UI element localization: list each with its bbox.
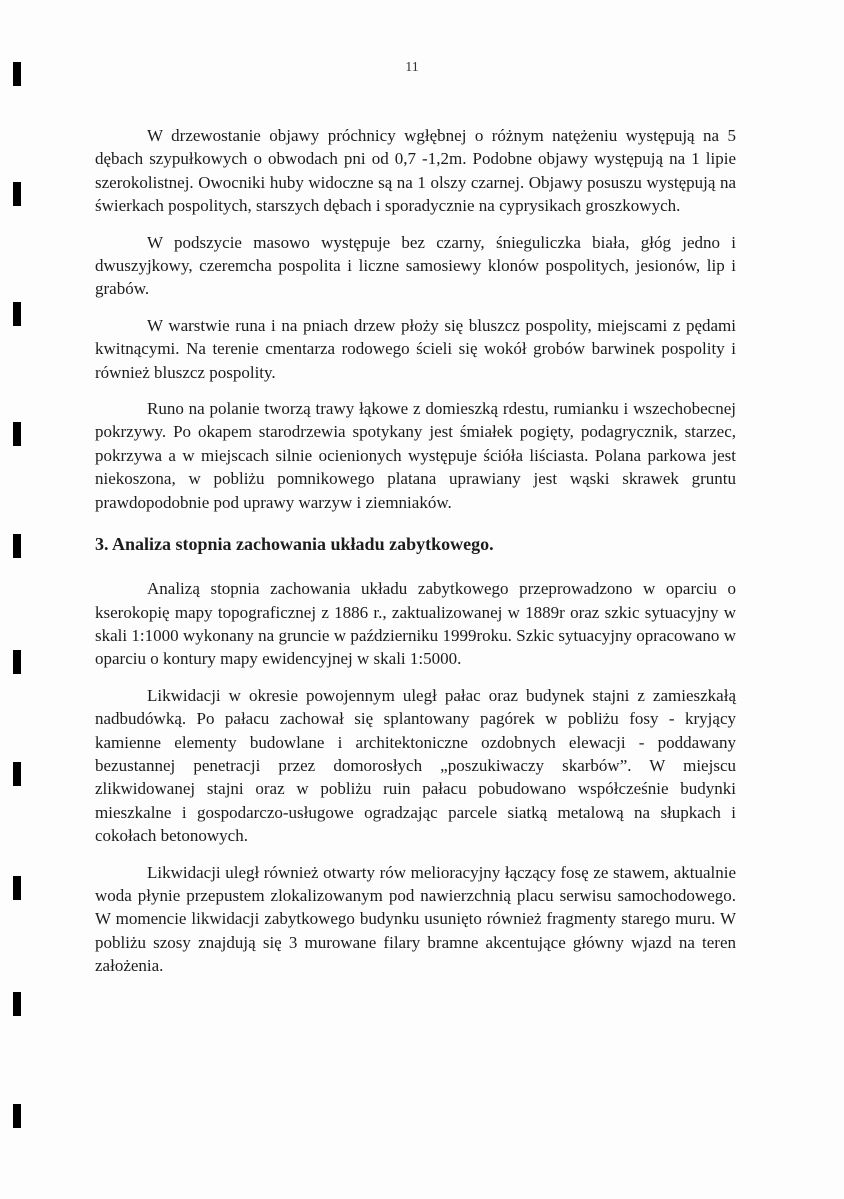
- paragraph: W podszycie masowo występuje bez czarny, śnieguliczka biała, głóg jedno i dwuszyjkowy, czeremcha pospolita i liczne samosiewy klonów pospolitych, jesionów, lip i grabów.: [95, 232, 736, 299]
- section-heading: 3. Analiza stopnia zachowania układu zabytkowego.: [95, 534, 494, 555]
- binding-mark: [13, 62, 21, 86]
- binding-mark: [13, 992, 21, 1016]
- paragraph: W drzewostanie objawy próchnicy wgłębnej o różnym natężeniu występują na 5 dębach szypułkowych o obwodach pni od 0,7 -1,2m. Podobne objawy występują na 1 lipie szerokolistnej. Owocniki huby widoczne są na 1 olszy czarnej. Objawy posuszu występują na świerkach pospolitych, starszych dębach i sporadycznie na cyprysikach groszkowych.: [95, 126, 736, 216]
- page-number: 11: [405, 60, 419, 75]
- paragraph: Likwidacji uległ również otwarty rów melioracyjny łączący fosę ze stawem, aktualnie woda płynie przepustem zlokalizowanym pod nawierzchnią placu serwisu samochodowego. W momencie likwidacji zabytkowego budynku usunięto również fragmenty starego muru. W pobliżu szosy znajdują się 3 murowane filary bramne akcentujące główny wjazd na teren założenia.: [95, 862, 736, 976]
- paragraph: Analizą stopnia zachowania układu zabytkowego przeprowadzono w oparciu o kserokopię mapy topograficznej z 1886 r., zaktualizowanej w 1889r oraz szkic sytuacyjny w skali 1:1000 wykonany na gruncie w październiku 1999roku. Szkic sytuacyjny opracowano w oparciu o kontury mapy ewidencyjnej w skali 1:5000.: [95, 579, 736, 669]
- paragraph: Likwidacji w okresie powojennym uległ pałac oraz budynek stajni z zamieszkałą nadbudówką. Po pałacu zachował się splantowany pagórek w pobliżu fosy - kryjący kamienne elementy budowlane i architektoniczne ozdobnych elewacji - poddawany bezustannej penetracji przez domorosłych „poszukiwaczy skarbów”. W miejscu zlikwidowanej stajni oraz w pobliżu ruin pałacu pobudowano współcześnie budynki mieszkalne i gospodarczo-usługowe ogradzając parcele siatką metalową na słupkach i cokołach betonowych.: [95, 685, 736, 846]
- paragraph: W warstwie runa i na pniach drzew płoży się bluszcz pospolity, miejscami z pędami kwitnącymi. Na terenie cmentarza rodowego ścieli się wokół grobów barwinek pospolity i również bluszcz pospolity.: [95, 315, 736, 382]
- binding-mark: [13, 182, 21, 206]
- binding-mark: [13, 876, 21, 900]
- binding-mark: [13, 650, 21, 674]
- binding-mark: [13, 302, 21, 326]
- document-body: [95, 124, 736, 991]
- binding-mark: [13, 762, 21, 786]
- binding-mark: [13, 534, 21, 558]
- binding-mark: [13, 422, 21, 446]
- paragraph: Runo na polanie tworzą trawy łąkowe z domieszką rdestu, rumianku i wszechobecnej pokrzywy. Po okapem starodrzewia spotykany jest śmiałek pogięty, podagrycznik, starzec, pokrzywa a w miejscach silnie ocienionych występuje ściółа liściasta. Polana parkowa jest niekoszona, w pobliżu pomnikowego platana uprawiany jest wąski skrawek gruntu prawdopodobnie pod uprawy warzyw i ziemniaków.: [95, 399, 736, 512]
- binding-mark: [13, 1104, 21, 1128]
